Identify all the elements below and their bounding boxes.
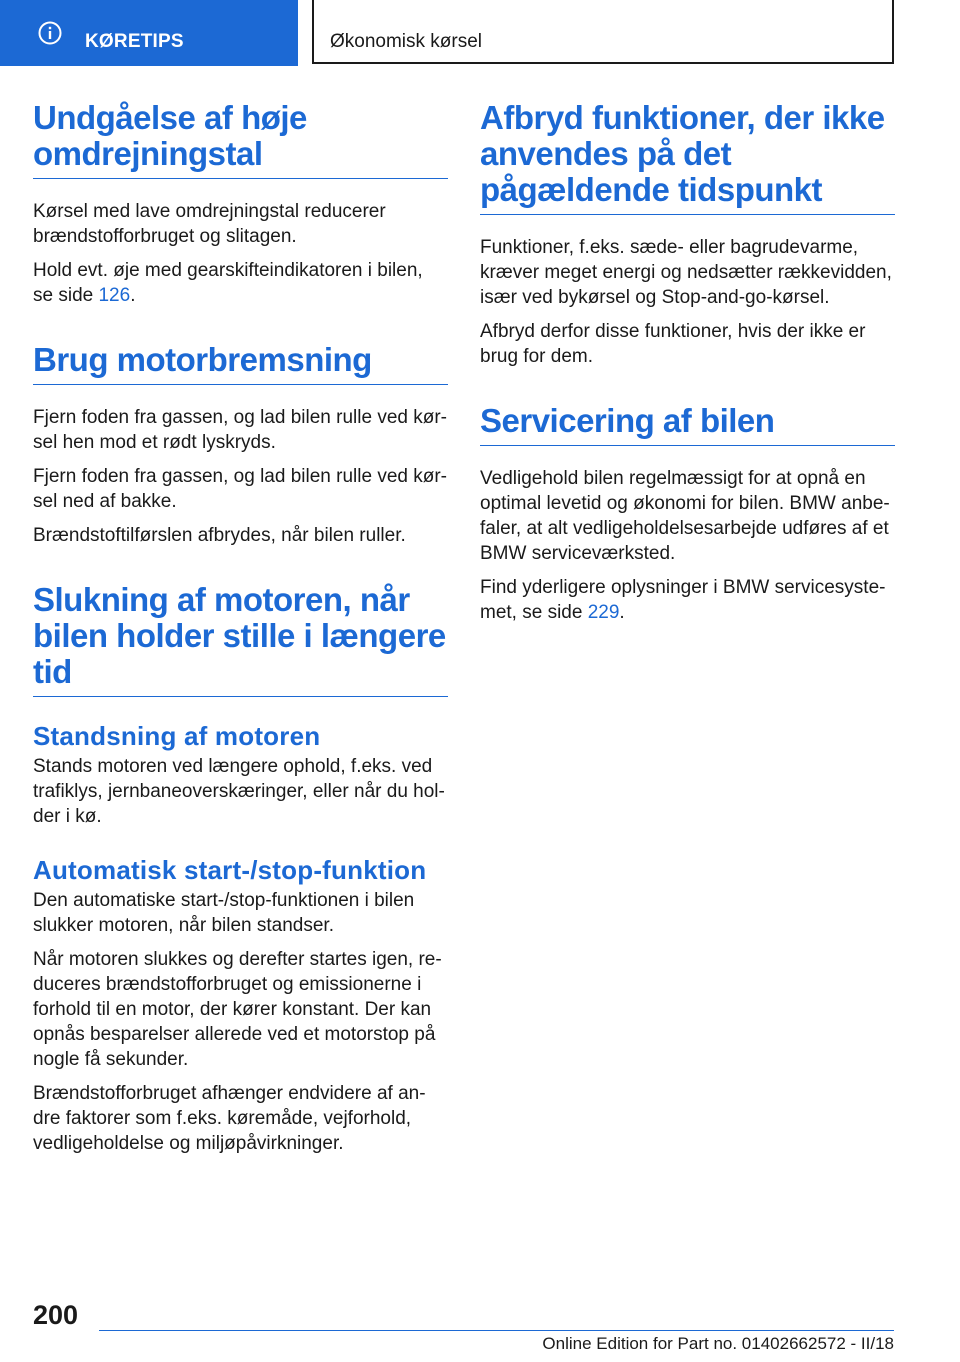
chapter-title: KØRETIPS <box>85 31 184 52</box>
heading-avoid-high-rpm: Undgåelse af høje omdrejningstal <box>33 100 448 179</box>
subheading-stop-engine: Standsning af motoren <box>33 721 321 751</box>
paragraph: Kørsel med lave omdrejningstal reducerer brændstofforbruget og slitagen. <box>33 201 386 247</box>
page-link-126[interactable]: 126 <box>98 285 131 306</box>
chapter-tab <box>0 0 298 66</box>
section-tab <box>312 0 894 64</box>
paragraph-text: . <box>130 285 136 306</box>
heading-engine-braking: Brug motorbremsning <box>33 342 448 385</box>
paragraph: Fjern foden fra gassen, og lad bilen rulle ved kør‐sel ned af bakke. <box>33 466 447 512</box>
right-column <box>480 100 895 625</box>
paragraph-with-link <box>33 258 448 308</box>
left-column <box>33 100 448 1156</box>
heading-disable-functions: Afbryd funktioner, der ikke anvendes på det pågældende tidspunkt <box>480 100 895 215</box>
paragraph-text: Hold evt. øje med gearskifteindikatoren i bilen, se side <box>33 260 423 306</box>
page-link-229[interactable]: 229 <box>587 602 620 623</box>
paragraph: Stands motoren ved længere ophold, f.eks. ved trafiklys, jernbaneoverskæringer, eller når du hol‐der i kø. <box>33 756 445 827</box>
page-number: 200 <box>33 1300 79 1330</box>
footer-edition: Online Edition for Part no. 01402662572 - II/18 <box>542 1334 894 1353</box>
paragraph: Afbryd derfor disse funktioner, hvis der ikke er brug for dem. <box>480 321 866 367</box>
page-header <box>0 0 960 66</box>
paragraph-text: Find yderligere oplysninger i BMW servicesyste‐met, se side <box>480 577 886 623</box>
paragraph: Den automatiske start-/stop-funktionen i bilen slukker motoren, når bilen standser. <box>33 890 415 936</box>
paragraph: Funktioner, f.eks. sæde- eller bagrudevarme, kræver meget energi og nedsætter rækkevidden, især ved bykørsel og Stop-and-go-kørsel. <box>480 237 892 308</box>
paragraph-text: . <box>619 602 625 623</box>
paragraph-with-link <box>480 575 895 625</box>
section-title: Økonomisk kørsel <box>330 31 483 52</box>
subheading-auto-start-stop: Automatisk start-/stop-funktion <box>33 855 427 885</box>
footer-divider <box>99 1330 894 1331</box>
paragraph: Brændstoftilførslen afbrydes, når bilen ruller. <box>33 525 406 546</box>
heading-servicing: Servicering af bilen <box>480 403 895 446</box>
paragraph: Når motoren slukkes og derefter startes igen, re‐duceres brændstofforbruget og emissionerne i forhold til en motor, der kører konstant. Der kan opnås besparelser allerede ved et motorstop på nogle få sekunder. <box>33 949 442 1070</box>
heading-engine-off: Slukning af motoren, når bilen holder stille i længere tid <box>33 582 448 697</box>
paragraph: Brændstofforbruget afhænger endvidere af an‐dre faktorer som f.eks. køremåde, vejforhold, vedligeholdelse og miljøpåvirkninger. <box>33 1083 426 1154</box>
paragraph: Vedligehold bilen regelmæssigt for at opnå en optimal levetid og økonomi for bilen. BMW anbe‐faler, at alt vedligeholdelsesarbejde udføres af et BMW serviceværksted. <box>480 468 890 564</box>
paragraph: Fjern foden fra gassen, og lad bilen rulle ved kør‐sel hen mod et rødt lyskryds. <box>33 407 447 453</box>
info-icon <box>38 21 62 45</box>
